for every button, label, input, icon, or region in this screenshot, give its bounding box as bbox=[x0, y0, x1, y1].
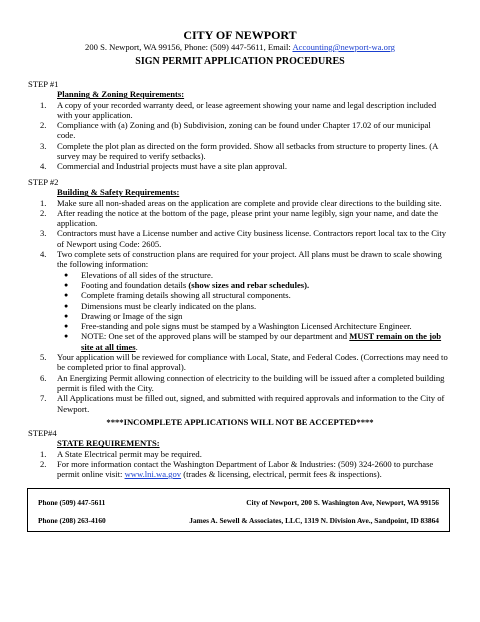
list-item: 6. An Energizing Permit allowing connection of electricity to the building will be issued after a completed building permit is filed with the City. bbox=[40, 372, 445, 393]
bullet-item: ● Free-standing and pole signs must be stamped by a Washington Licensed Architecture Engineer. bbox=[64, 321, 412, 332]
step2-section bbox=[28, 177, 448, 414]
incomplete-notice: ****INCOMPLETE APPLICATIONS WILL NOT BE ACCEPTED**** bbox=[106, 417, 374, 427]
footer-address-sewell: James A. Sewell & Associates, LLC, 1319 N. Division Ave., Sandpoint, ID 83864 bbox=[189, 516, 439, 525]
list-item: 2. Compliance with (a) Zoning and (b) Subdivision, zoning can be found under Chapter 17.02 of our municipal code. bbox=[40, 120, 431, 141]
bullet-item: ● Dimensions must be clearly indicated on the plans. bbox=[64, 300, 257, 311]
list-item: 5. Your application will be reviewed for compliance with Local, State, and Federal Codes. (Corrections may need to be completed prior to final approval). bbox=[40, 352, 448, 373]
step4-label: STEP#4 bbox=[28, 428, 57, 438]
footer-phone-newport: Phone (509) 447-5611 bbox=[38, 498, 106, 507]
list-item: 3. Contractors must have a License number and active City business license. Contractors report local tax to the City of Newport using Code: 2605. bbox=[40, 228, 447, 249]
step2-list bbox=[28, 198, 448, 414]
list-item: 4. Commercial and Industrial projects must have a site plan approval. bbox=[40, 161, 288, 172]
city-address bbox=[0, 42, 480, 52]
step2-label: STEP #2 bbox=[28, 177, 59, 187]
plan-requirements-list bbox=[57, 270, 448, 352]
bullet-item: ● Drawing or Image of the sign bbox=[64, 310, 183, 321]
step4-heading: STATE REQUIREMENTS: bbox=[57, 438, 160, 449]
lni-website-link[interactable]: www.lni.wa.gov bbox=[124, 469, 182, 480]
document-title: SIGN PERMIT APPLICATION PROCEDURES bbox=[135, 56, 345, 67]
list-item: 3. Complete the plot plan as directed on the form provided. Show all setbacks from structure to property lines. (A survey may be required to verify setbacks). bbox=[40, 140, 438, 162]
bullet-icon: ● bbox=[64, 291, 69, 300]
list-item: 7. All Applications must be filled out, signed, and submitted with required approvals and information to the City of Newport. bbox=[40, 393, 445, 414]
list-item: 4. Two complete sets of construction plans are required for your project. All plans must be drawn to scale showing the following information: ● Elevations of all sides of the structure. ● Footing and foundation details (show sizes and rebar schedules). ● Complete framing details showing all structural components. ● Dimensions must be clearly indicated on the plans. ● Drawing or Image of the sign ● Free-standing and pole signs must be stamped by a Washington Licensed Architecture Engineer. ● NOTE: One set of the approved plans will be stamped by our department and MUST remain on the job site at all times. bbox=[57, 249, 448, 352]
step4-list bbox=[28, 449, 448, 480]
address-text: 200 S. Newport, WA 99156, Phone: (509) 447-5611, Email: bbox=[85, 42, 293, 52]
step1-heading: Planning & Zoning Requirements: bbox=[57, 89, 185, 100]
list-item: 2. For more information contact the Washington Department of Labor & Industries: (509) 324-2600 to purchase permit online visit: www.lni.wa.gov (trades & licensing, electrical, permit fees & inspections). bbox=[40, 458, 434, 480]
step1-section bbox=[28, 79, 448, 172]
contact-footer bbox=[27, 488, 450, 532]
email-link[interactable]: Accounting@newport-wa.org bbox=[292, 42, 395, 52]
bullet-icon: ● bbox=[64, 311, 69, 320]
step4-section bbox=[28, 428, 448, 479]
footer-address-newport: City of Newport, 200 S. Washington Ave, Newport, WA 99156 bbox=[246, 498, 439, 507]
footer-phone-sewell: Phone (208) 263-4160 bbox=[38, 516, 106, 525]
bullet-item: ● Footing and foundation details (show sizes and rebar schedules). bbox=[64, 279, 310, 290]
list-item: 1. A State Electrical permit may be required. bbox=[40, 448, 202, 459]
bullet-icon: ● bbox=[64, 270, 69, 279]
list-item: 1. Make sure all non-shaded areas on the application are complete and provide clear directions to the building site. bbox=[40, 197, 442, 208]
bullet-icon: ● bbox=[64, 332, 69, 341]
bullet-item: ● NOTE: One set of the approved plans will be stamped by our department and MUST remain on the job site at all times. bbox=[64, 331, 442, 352]
bullet-icon: ● bbox=[64, 280, 69, 289]
list-item: 1. A copy of your recorded warranty deed, or lease agreement showing your name and legal description included with your application. bbox=[40, 99, 437, 120]
step2-heading: Building & Safety Requirements: bbox=[57, 187, 180, 198]
step1-label: STEP #1 bbox=[28, 79, 59, 89]
bullet-item: ● Elevations of all sides of the structure. bbox=[64, 269, 213, 280]
bullet-item: ● Complete framing details showing all structural components. bbox=[64, 290, 291, 301]
step1-list bbox=[28, 100, 448, 172]
list-item: 2. After reading the notice at the bottom of the page, please print your name legibly, sign your name, and date the application. bbox=[40, 207, 439, 229]
city-title: CITY OF NEWPORT bbox=[183, 28, 297, 42]
bullet-icon: ● bbox=[64, 322, 69, 331]
bullet-icon: ● bbox=[64, 301, 69, 310]
